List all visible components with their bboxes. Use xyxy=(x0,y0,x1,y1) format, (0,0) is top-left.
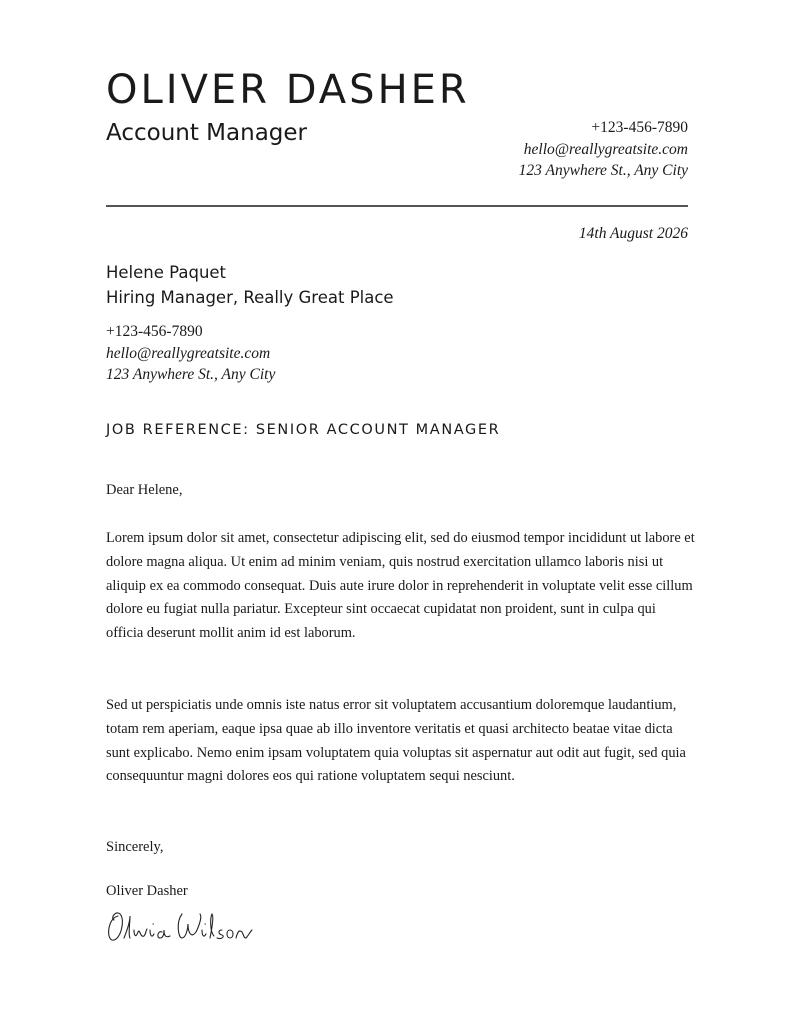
sender-phone: +123-456-7890 xyxy=(591,119,688,136)
sender-email: hello@reallygreatsite.com xyxy=(523,140,688,158)
recipient-position: Hiring Manager, Really Great Place xyxy=(106,288,394,307)
recipient-contact xyxy=(106,321,275,386)
sender-contact xyxy=(519,117,688,182)
recipient-phone: +123-456-7890 xyxy=(106,323,203,340)
body-paragraph: Sed ut perspiciatis unde omnis iste natus error sit voluptatem accusantium doloremque laudantium, totam rem aperiam, eaque ipsa quae ab illo inventore veritatis et quasi architecto beatae vitae dicta sunt explicabo. Nemo enim ipsam voluptatem quia voluptas sit aspernatur aut odit aut fugit, sed quia consequuntur magni dolores eos qui ratione voluptatem sequi nesciunt. xyxy=(106,697,686,785)
sender-title: Account Manager xyxy=(106,120,307,146)
sender-name: OLIVER DASHER xyxy=(106,67,470,113)
signature xyxy=(104,908,254,948)
recipient-address: 123 Anywhere St., Any City xyxy=(106,366,276,383)
recipient-name: Helene Paquet xyxy=(106,263,227,282)
header-divider xyxy=(106,205,688,207)
greeting: Dear Helene, xyxy=(106,482,183,498)
signer-name: Oliver Dasher xyxy=(106,883,188,899)
recipient-email: hello@reallygreatsite.com xyxy=(106,344,271,362)
job-reference: JOB REFERENCE: SENIOR ACCOUNT MANAGER xyxy=(106,422,501,438)
body-paragraph: Lorem ipsum dolor sit amet, consectetur adipiscing elit, sed do eiusmod tempor incididunt ut labore et dolore magna aliqua. Ut enim ad minim veniam, quis nostrud exercitation ullamco laboris nisi ut aliquip ex ea commodo consequat. Duis aute irure dolor in reprehenderit in voluptate velit esse cillum dolore eu fugiat nulla pariatur. Excepteur sint occaecat cupidatat non proident, sunt in culpa qui officia deserunt mollit anim id est laborum. xyxy=(106,530,695,642)
closing: Sincerely, xyxy=(106,839,164,855)
recipient-block xyxy=(106,260,394,310)
letter-date: 14th August 2026 xyxy=(578,225,688,242)
sender-address: 123 Anywhere St., Any City xyxy=(518,162,688,179)
